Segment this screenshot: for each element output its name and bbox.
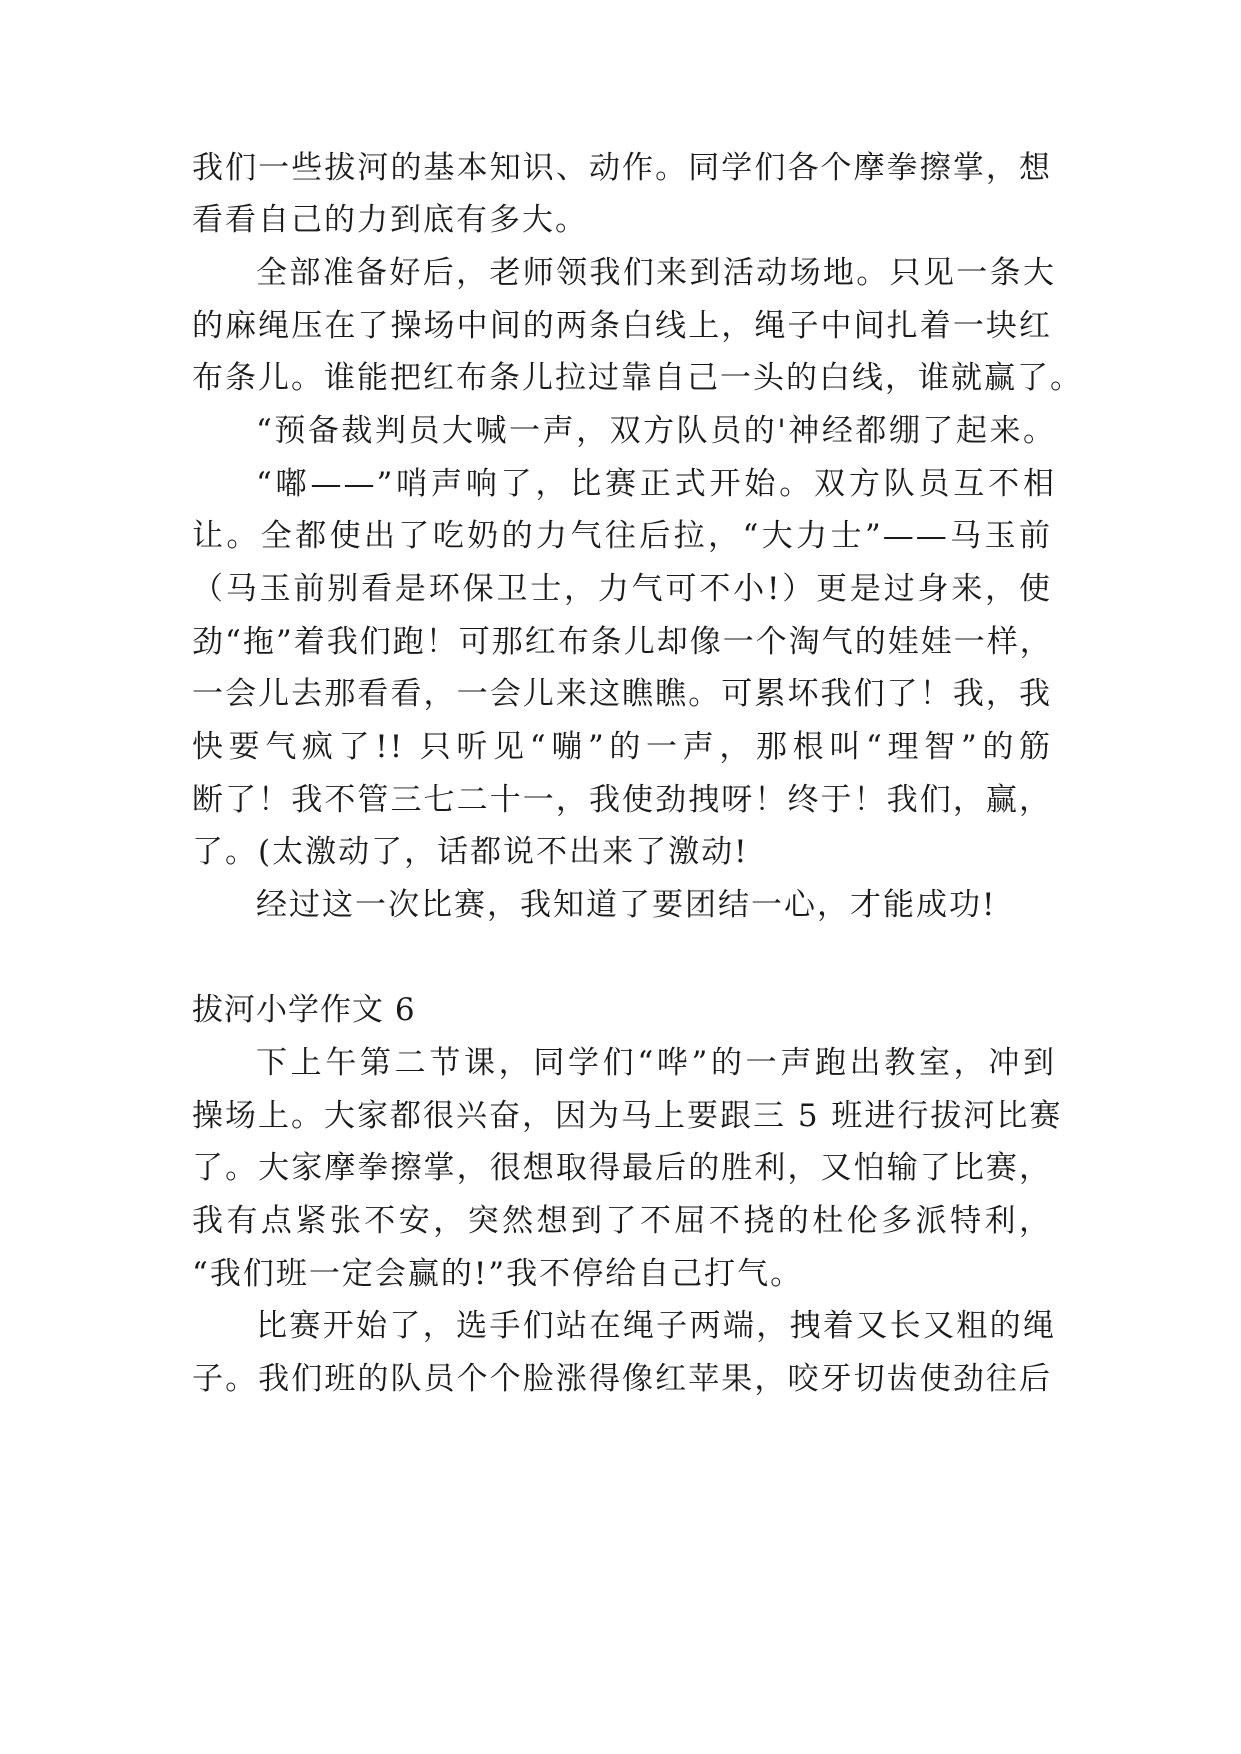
paragraph-first-line: 全部准备好后，老师领我们来到活动场地。只见一条大 (256, 255, 1056, 291)
paragraph-first-line: 经过这一次比赛，我知道了要团结一心，才能成功! (256, 887, 997, 923)
text-line: （马玉前别看是环保卫士，力气可不小!）更是过身来，使 (192, 571, 1052, 607)
text-line: 了。(太激动了，话都说不出来了激动! (192, 834, 749, 870)
paragraph-first-line: “预备裁判员大喊一声，双方队员的'神经都绷了起来。 (256, 413, 1056, 449)
text-line: 子。我们班的队员个个脸涨得像红苹果，咬牙切齿使劲往后 (192, 1361, 1052, 1397)
text-line: 快要气疯了!! 只听见“嘣”的一声，那根叫“理智”的筋 (192, 729, 1052, 765)
text-line: 了。大家摩拳擦掌，很想取得最后的胜利，又怕输了比赛， (192, 1150, 1052, 1186)
text-line: 我们一些拔河的基本知识、动作。同学们各个摩拳擦掌，想 (192, 150, 1052, 186)
text-line: 断了！我不管三七二十一，我使劲拽呀！终于！我们，赢， (192, 782, 1052, 818)
section-heading: 拔河小学作文 6 (192, 992, 416, 1028)
paragraph-first-line: “嘟——”哨声响了，比赛正式开始。双方队员互不相 (256, 466, 1056, 502)
text-line: 操场上。大家都很兴奋，因为马上要跟三 5 班进行拔河比赛 (192, 1098, 1063, 1134)
text-line: 看看自己的力到底有多大。 (192, 202, 588, 238)
text-line: 一会儿去那看看，一会儿来这瞧瞧。可累坏我们了！我，我 (192, 676, 1052, 712)
text-line: “我们班一定会赢的!”我不停给自己打气。 (192, 1256, 804, 1292)
text-line: 劲“拖”着我们跑！可那红布条儿却像一个淘气的娃娃一样， (192, 624, 1053, 660)
paragraph-first-line: 比赛开始了，选手们站在绳子两端，拽着又长又粗的绳 (256, 1308, 1056, 1344)
text-line: 的麻绳压在了操场中间的两条白线上，绳子中间扎着一块红 (192, 308, 1052, 344)
text-line: 布条儿。谁能把红布条儿拉过靠自己一头的白线，谁就赢了。 (192, 360, 1083, 396)
text-line: 我有点紧张不安，突然想到了不屈不挠的杜伦多派特利， (192, 1203, 1052, 1239)
text-line: 让。全都使出了吃奶的力气往后拉，“大力士”——马玉前 (192, 518, 1052, 554)
paragraph-first-line: 下上午第二节课，同学们“哗”的一声跑出教室，冲到 (256, 1045, 1056, 1081)
